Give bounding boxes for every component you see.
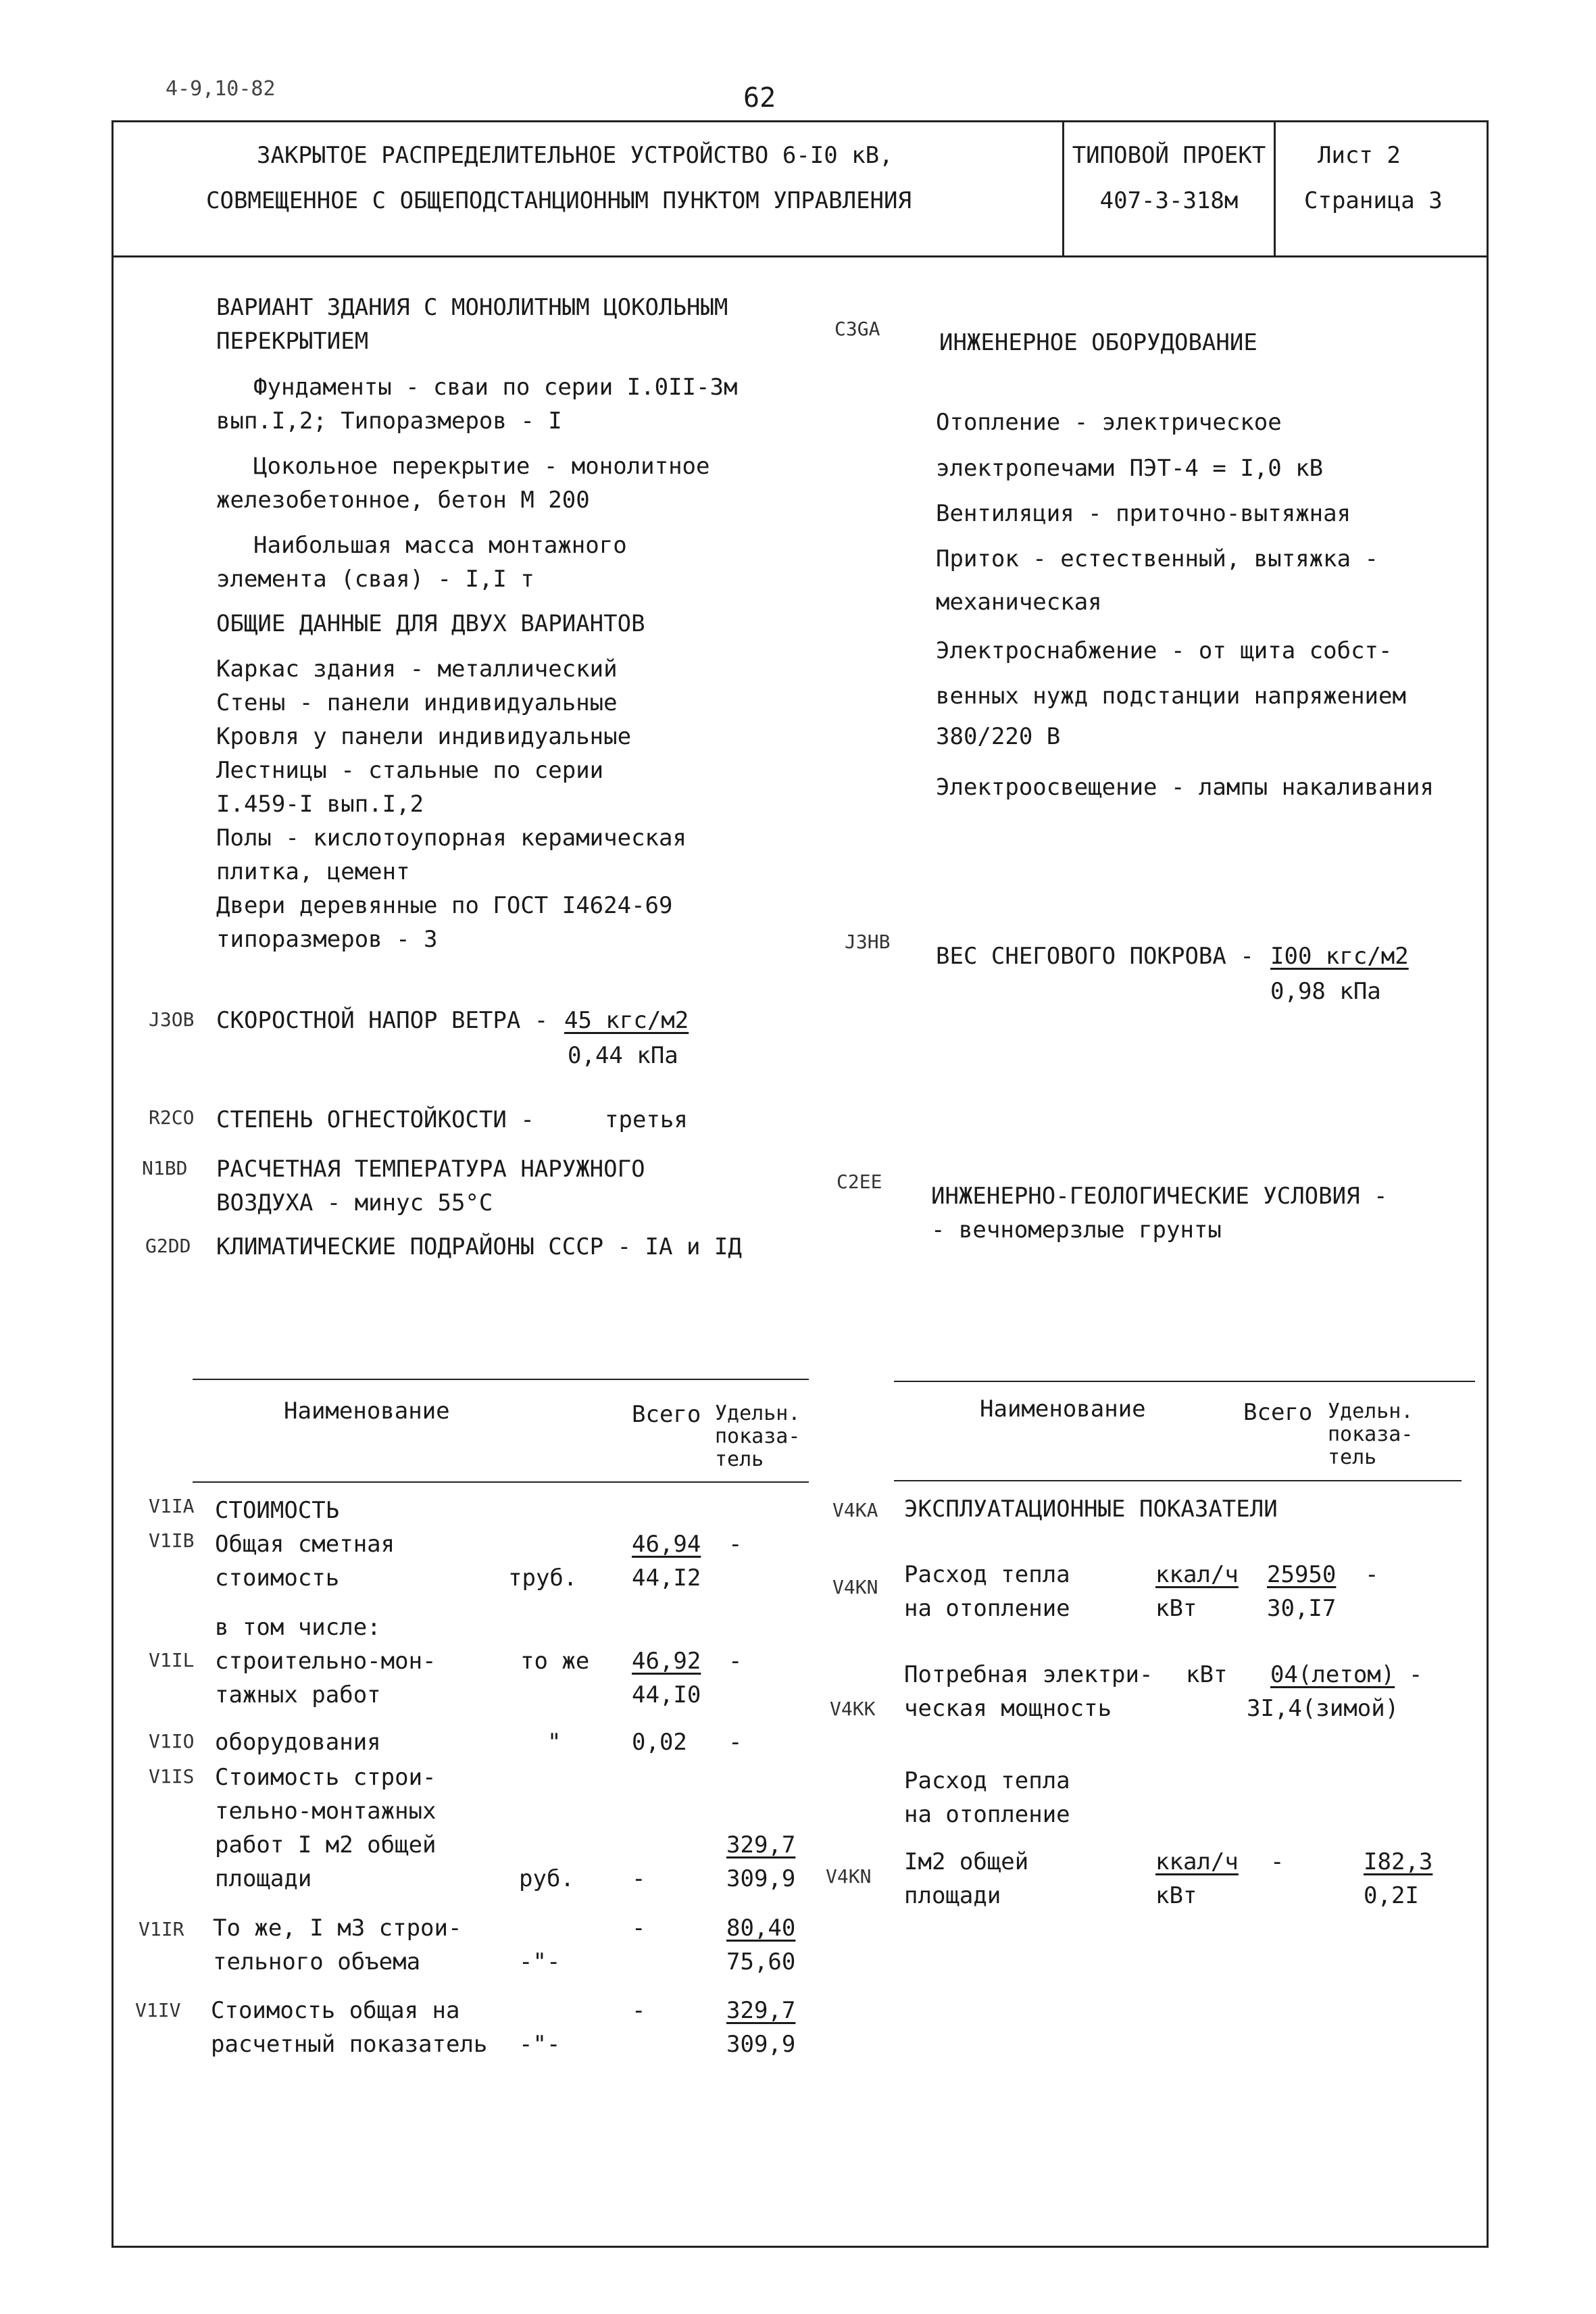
general-line-5: I.459-I вып.I,2 [216, 791, 424, 818]
wind-code: J3OB [149, 1008, 195, 1031]
operation-r2-unit-2: кВт [1155, 1595, 1197, 1622]
header-divider [111, 255, 1487, 257]
general-line-4: Лестницы - стальные по серии [216, 757, 604, 784]
operation-r4-unit-1: ккал/ч [1155, 1848, 1239, 1875]
cost-r5-name: оборудования [215, 1729, 381, 1756]
project-number: 407-3-318м [1099, 187, 1239, 214]
cost-r8-name-1: Стоимость общая на [211, 1997, 460, 2024]
engineering-line-3: Вентиляция - приточно-вытяжная [936, 500, 1351, 527]
general-line-3: Кровля у панели индивидуальные [216, 723, 632, 750]
doc-code: 4-9,10-82 [166, 77, 276, 101]
operation-r2-total-1: 25950 [1267, 1561, 1337, 1588]
cost-r2-spec: - [728, 1531, 743, 1558]
cost-r4-code: V1IL [149, 1649, 195, 1671]
engineering-line-5: механическая [936, 589, 1102, 616]
cost-r6-code: V1IS [149, 1765, 195, 1788]
climate-code: G2DD [145, 1235, 191, 1257]
cost-r5-code: V1IO [149, 1730, 195, 1752]
project-label: ТИПОВОЙ ПРОЕКТ [1072, 142, 1266, 169]
cost-r2-total-2: 44,I2 [632, 1565, 701, 1592]
operation-r3-spec: - [1409, 1661, 1423, 1688]
variant-title-1: ВАРИАНТ ЗДАНИЯ С МОНОЛИТНЫМ ЦОКОЛЬНЫМ [216, 294, 728, 321]
snow-label: ВЕС СНЕГОВОГО ПОКРОВА - [936, 943, 1254, 970]
header-col-divider-2 [1274, 120, 1276, 255]
fire-value: третья [605, 1106, 688, 1133]
cost-r4-total-1: 46,92 [632, 1648, 701, 1675]
cost-header-total: Всего [632, 1401, 701, 1428]
operation-r3-total-1: 04(летом) [1270, 1661, 1395, 1688]
engineering-line-7: венных нужд подстанции напряжением [936, 683, 1406, 710]
climate-label: КЛИМАТИЧЕСКИЕ ПОДРАЙОНЫ СССР - IА и IД [216, 1233, 742, 1260]
page-number: 62 [743, 82, 776, 114]
cost-r6-spec-2: 309,9 [726, 1865, 796, 1892]
engineering-title: ИНЖЕНЕРНОЕ ОБОРУДОВАНИЕ [939, 329, 1257, 356]
general-line-6: Полы - кислотоупорная керамическая [216, 824, 687, 852]
wind-label: СКОРОСТНОЙ НАПОР ВЕТРА - [216, 1007, 549, 1034]
operation-r4-name-1: Расход тепла [904, 1767, 1070, 1794]
operation-r3-code: V4KK [830, 1698, 876, 1720]
foundations-line-2: вып.I,2; Типоразмеров - I [216, 408, 562, 435]
cost-table-top-rule [193, 1379, 809, 1380]
cost-r8-unit: -"- [519, 2031, 561, 2058]
cost-r4-name-1: строительно-мон- [215, 1648, 437, 1675]
operation-r1-name: ЭКСПЛУАТАЦИОННЫЕ ПОКАЗАТЕЛИ [904, 1496, 1278, 1523]
cost-r5-spec: - [728, 1729, 743, 1756]
cost-header-spec-3: тель [715, 1448, 764, 1471]
operation-header-total: Всего [1243, 1399, 1313, 1426]
cost-r6-total: - [632, 1865, 646, 1892]
engineering-line-1: Отопление - электрическое [936, 409, 1282, 436]
operation-r4-unit-2: кВт [1155, 1882, 1197, 1909]
snow-value-kpa: 0,98 кПа [1270, 978, 1381, 1005]
operation-r2-name-1: Расход тепла [904, 1561, 1070, 1588]
cost-r2-unit: труб. [508, 1565, 578, 1592]
wind-value-kpa: 0,44 кПа [568, 1042, 678, 1069]
cost-r2-name-1: Общая сметная [215, 1531, 395, 1558]
operation-r3-unit: кВт [1186, 1661, 1228, 1688]
plinth-line-2: железобетонное, бетон М 200 [216, 487, 590, 514]
cost-r7-total: - [632, 1915, 646, 1942]
page-of-sheet: Страница 3 [1304, 187, 1443, 214]
sheet-number: Лист 2 [1318, 142, 1401, 169]
geology-line-1: ИНЖЕНЕРНО-ГЕОЛОГИЧЕСКИЕ УСЛОВИЯ - [931, 1183, 1388, 1210]
engineering-line-2: электропечами ПЭТ-4 = I,0 кВ [936, 455, 1324, 482]
general-line-7: плитка, цемент [216, 858, 410, 885]
variant-title-2: ПЕРЕКРЫТИЕМ [216, 328, 369, 355]
operation-r2-unit-1: ккал/ч [1155, 1561, 1239, 1588]
cost-header-name: Наименование [284, 1398, 450, 1425]
cost-table-header-rule [193, 1481, 809, 1483]
fire-label: СТЕПЕНЬ ОГНЕСТОЙКОСТИ - [216, 1106, 534, 1133]
cost-r8-spec-2: 309,9 [726, 2031, 796, 2058]
mass-line-2: элемента (свая) - I,I т [216, 566, 534, 593]
cost-r4-unit: то же [520, 1648, 590, 1675]
operation-table-header-rule [894, 1480, 1462, 1481]
cost-r1-name: СТОИМОСТЬ [215, 1497, 340, 1524]
operation-r4-name-2: на отопление [904, 1801, 1070, 1828]
engineering-code: C3GA [834, 318, 880, 340]
operation-header-spec-2: показа- [1328, 1423, 1414, 1446]
cost-r6-name-4: площади [215, 1865, 312, 1892]
temp-label-2: ВОЗДУХА - минус 55°С [216, 1189, 493, 1216]
cost-r8-name-2: расчетный показатель [211, 2031, 488, 2058]
operation-r3-name-1: Потребная электри- [904, 1661, 1153, 1688]
operation-r3-total-2: 3I,4(зимой) [1247, 1695, 1399, 1722]
foundations-line-1: Фундаменты - сваи по серии I.0II-3м [253, 374, 738, 401]
fire-code: R2CO [149, 1106, 195, 1129]
cost-header-spec-1: Удельн. [715, 1402, 801, 1425]
cost-header-spec-2: показа- [715, 1425, 801, 1448]
cost-r7-spec-1: 80,40 [726, 1915, 796, 1942]
operation-table-top-rule [894, 1381, 1475, 1382]
operation-r4-name-3: Iм2 общей [904, 1848, 1029, 1875]
cost-r2-total-1: 46,94 [632, 1531, 701, 1558]
engineering-line-9: Электроосвещение - лампы накаливания [936, 774, 1434, 801]
operation-r4-spec-1: I82,3 [1364, 1848, 1433, 1875]
cost-r6-name-3: работ I м2 общей [215, 1831, 437, 1858]
geology-line-2: - вечномерзлые грунты [931, 1216, 1222, 1244]
cost-r7-name-2: тельного объема [213, 1948, 421, 1975]
operation-r3-name-2: ческая мощность [904, 1695, 1112, 1722]
geology-code: C2EE [837, 1171, 882, 1193]
operation-r4-spec-2: 0,2I [1364, 1882, 1419, 1909]
snow-value: I00 кгс/м2 [1270, 943, 1409, 970]
mass-line-1: Наибольшая масса монтажного [253, 532, 627, 559]
cost-r7-name-1: То же, I м3 строи- [213, 1915, 462, 1942]
engineering-line-6: Электроснабжение - от щита собст- [936, 637, 1393, 664]
engineering-line-4: Приток - естественный, вытяжка - [936, 545, 1379, 572]
cost-r3-name: в том числе: [215, 1614, 381, 1641]
cost-r6-spec-1: 329,7 [726, 1831, 796, 1858]
cost-r5-total: 0,02 [632, 1729, 687, 1756]
temp-code: N1BD [142, 1157, 188, 1179]
cost-r7-code: V1IR [139, 1918, 184, 1940]
header-title-line-1: ЗАКРЫТОЕ РАСПРЕДЕЛИТЕЛЬНОЕ УСТРОЙСТВО 6-I0 кВ, [257, 142, 893, 169]
header-title-line-2: СОВМЕЩЕННОЕ С ОБЩЕПОДСТАНЦИОННЫМ ПУНКТОМ УПРАВЛЕНИЯ [206, 187, 912, 214]
operation-r2-spec: - [1365, 1561, 1379, 1588]
cost-r6-name-2: тельно-монтажных [215, 1798, 437, 1825]
general-line-8: Двери деревянные по ГОСТ I4624-69 [216, 892, 673, 919]
operation-r4-code: V4KN [826, 1865, 872, 1888]
plinth-line-1: Цокольное перекрытие - монолитное [253, 453, 710, 480]
cost-r5-unit: " [547, 1729, 562, 1756]
engineering-line-8: 380/220 В [936, 723, 1061, 750]
cost-r6-name-1: Стоимость строи- [215, 1764, 437, 1791]
wind-value: 45 кгс/м2 [564, 1007, 689, 1034]
operation-header-name: Наименование [980, 1396, 1146, 1423]
snow-code: J3HB [845, 931, 891, 953]
header-col-divider-1 [1062, 120, 1064, 255]
cost-r6-unit: руб. [519, 1865, 574, 1892]
general-line-1: Каркас здания - металлический [216, 656, 618, 683]
cost-r4-total-2: 44,I0 [632, 1681, 701, 1708]
temp-label-1: РАСЧЕТНАЯ ТЕМПЕРАТУРА НАРУЖНОГО [216, 1156, 645, 1183]
cost-r8-spec-1: 329,7 [726, 1997, 796, 2024]
general-line-9: типоразмеров - 3 [216, 926, 438, 953]
cost-r7-spec-2: 75,60 [726, 1948, 796, 1975]
cost-r2-name-2: стоимость [215, 1565, 340, 1592]
operation-r4-total: - [1270, 1848, 1285, 1875]
general-line-2: Стены - панели индивидуальные [216, 689, 618, 716]
general-data-title: ОБЩИЕ ДАННЫЕ ДЛЯ ДВУХ ВАРИАНТОВ [216, 610, 645, 637]
operation-r4-name-4: площади [904, 1882, 1001, 1909]
operation-r1-code: V4KA [832, 1499, 878, 1521]
cost-r2-code: V1IB [149, 1529, 195, 1552]
operation-header-spec-3: тель [1328, 1446, 1377, 1469]
operation-r2-name-2: на отопление [904, 1595, 1070, 1622]
operation-r2-code: V4KN [832, 1576, 878, 1598]
operation-r2-total-2: 30,I7 [1267, 1595, 1337, 1622]
cost-r8-total: - [632, 1997, 646, 2024]
cost-r7-unit: -"- [519, 1948, 561, 1975]
cost-r4-name-2: тажных работ [215, 1681, 381, 1708]
cost-r8-code: V1IV [135, 1999, 181, 2021]
cost-r4-spec: - [728, 1648, 743, 1675]
operation-header-spec-1: Удельн. [1328, 1400, 1414, 1423]
cost-r1-code: V1IA [149, 1495, 195, 1517]
